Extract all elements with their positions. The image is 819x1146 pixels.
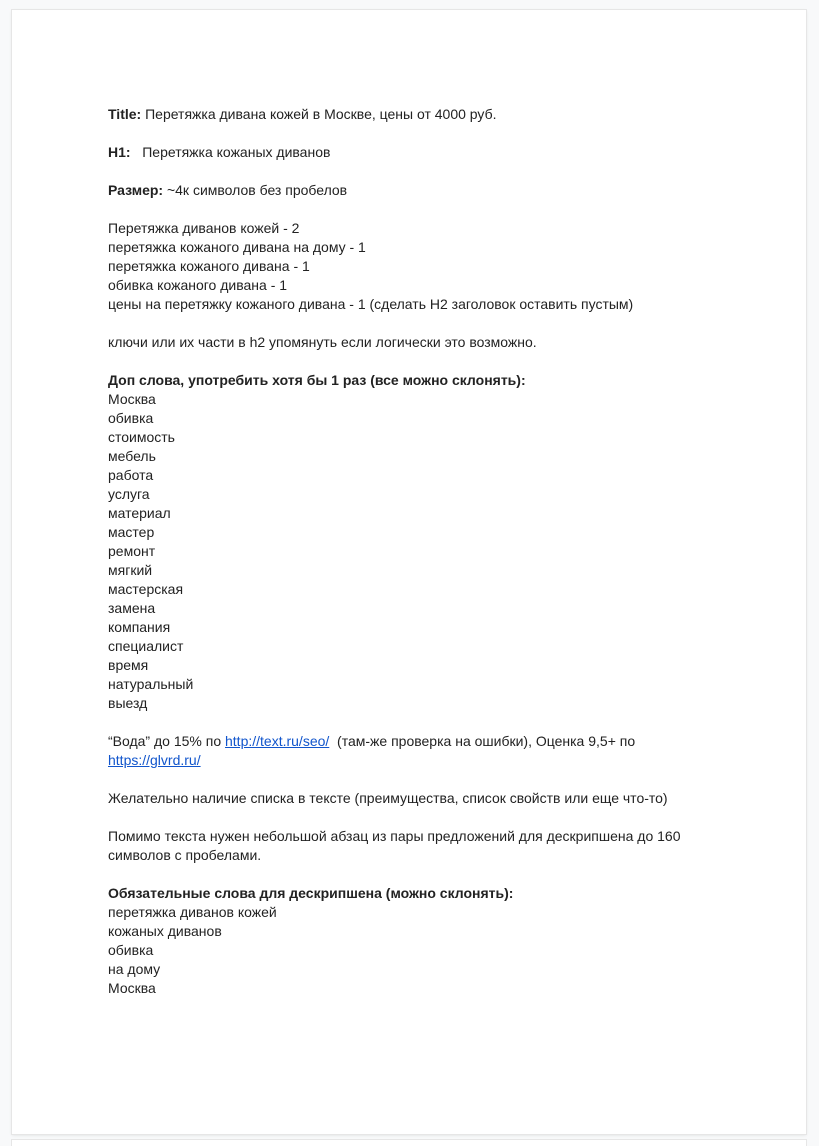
water-line — [108, 732, 718, 751]
water-middle: (там-же проверка на ошибки), Оценка 9,5+ по — [329, 733, 636, 749]
next-page-edge — [12, 1140, 806, 1146]
extra-word-item: материал — [108, 505, 171, 521]
title-line — [108, 105, 718, 124]
mandatory-words-list — [108, 903, 718, 998]
mandatory-word-item: кожаных диванов — [108, 923, 222, 939]
glvrd-link[interactable]: https://glvrd.ru/ — [108, 752, 201, 768]
spacer — [108, 162, 718, 181]
h2-note: ключи или их части в h2 упомянуть если логически это возможно. — [108, 334, 537, 350]
size-line — [108, 181, 718, 200]
extra-word-item: выезд — [108, 695, 148, 711]
extra-word-item: мастер — [108, 524, 155, 540]
extra-word-item: мебель — [108, 448, 156, 464]
document-body — [108, 105, 718, 998]
spacer — [108, 352, 718, 371]
key-item: Перетяжка диванов кожей - 2 — [108, 220, 300, 236]
spacer — [108, 865, 718, 884]
key-item: перетяжка кожаного дивана - 1 — [108, 258, 310, 274]
mandatory-word-item: Москва — [108, 980, 156, 996]
spacer — [108, 770, 718, 789]
extra-word-item: ремонт — [108, 543, 156, 559]
description-note-line-2: символов с пробелами. — [108, 847, 262, 863]
text-ru-link[interactable]: http://text.ru/seo/ — [225, 733, 330, 749]
key-item: перетяжка кожаного дивана на дому - 1 — [108, 239, 366, 255]
extra-word-item: натуральный — [108, 676, 194, 692]
spacer — [108, 314, 718, 333]
water-prefix: “Вода” до 15% по — [108, 733, 225, 749]
extra-word-item: замена — [108, 600, 156, 616]
extra-word-item: мягкий — [108, 562, 153, 578]
mandatory-word-item: на дому — [108, 961, 161, 977]
extra-words-heading: Доп слова, употребить хотя бы 1 раз (все можно склонять): — [108, 372, 526, 388]
title-value: Перетяжка дивана кожей в Москве, цены от 4000 руб. — [141, 106, 497, 122]
extra-word-item: услуга — [108, 486, 150, 502]
spacer — [108, 124, 718, 143]
list-note: Желательно наличие списка в тексте (преимущества, список свойств или еще что-то) — [108, 790, 668, 806]
extra-word-item: мастерская — [108, 581, 184, 597]
key-item: цены на перетяжку кожаного дивана - 1 (сделать Н2 заголовок оставить пустым) — [108, 296, 634, 312]
title-label: Title: — [108, 106, 142, 122]
water-line-2 — [108, 751, 718, 770]
extra-word-item: компания — [108, 619, 171, 635]
extra-word-item: обивка — [108, 410, 154, 426]
spacer — [108, 200, 718, 219]
size-label: Размер: — [108, 182, 164, 198]
document-page — [12, 10, 806, 1134]
keys-list — [108, 219, 718, 314]
spacer — [108, 808, 718, 827]
extra-words-list — [108, 390, 718, 713]
extra-word-item: стоимость — [108, 429, 175, 445]
extra-word-item: специалист — [108, 638, 184, 654]
h1-line — [108, 143, 718, 162]
spacer — [108, 713, 718, 732]
extra-word-item: работа — [108, 467, 154, 483]
key-item: обивка кожаного дивана - 1 — [108, 277, 288, 293]
extra-word-item: время — [108, 657, 149, 673]
mandatory-words-heading: Обязательные слова для дескрипшена (можно склонять): — [108, 885, 514, 901]
size-value: ~4к символов без пробелов — [163, 182, 348, 198]
mandatory-word-item: перетяжка диванов кожей — [108, 904, 277, 920]
h1-value: Перетяжка кожаных диванов — [130, 144, 331, 160]
description-note-line-1: Помимо текста нужен небольшой абзац из пары предложений для дескрипшена до 160 — [108, 828, 681, 844]
extra-word-item: Москва — [108, 391, 156, 407]
h1-label: H1: — [108, 144, 131, 160]
mandatory-word-item: обивка — [108, 942, 154, 958]
